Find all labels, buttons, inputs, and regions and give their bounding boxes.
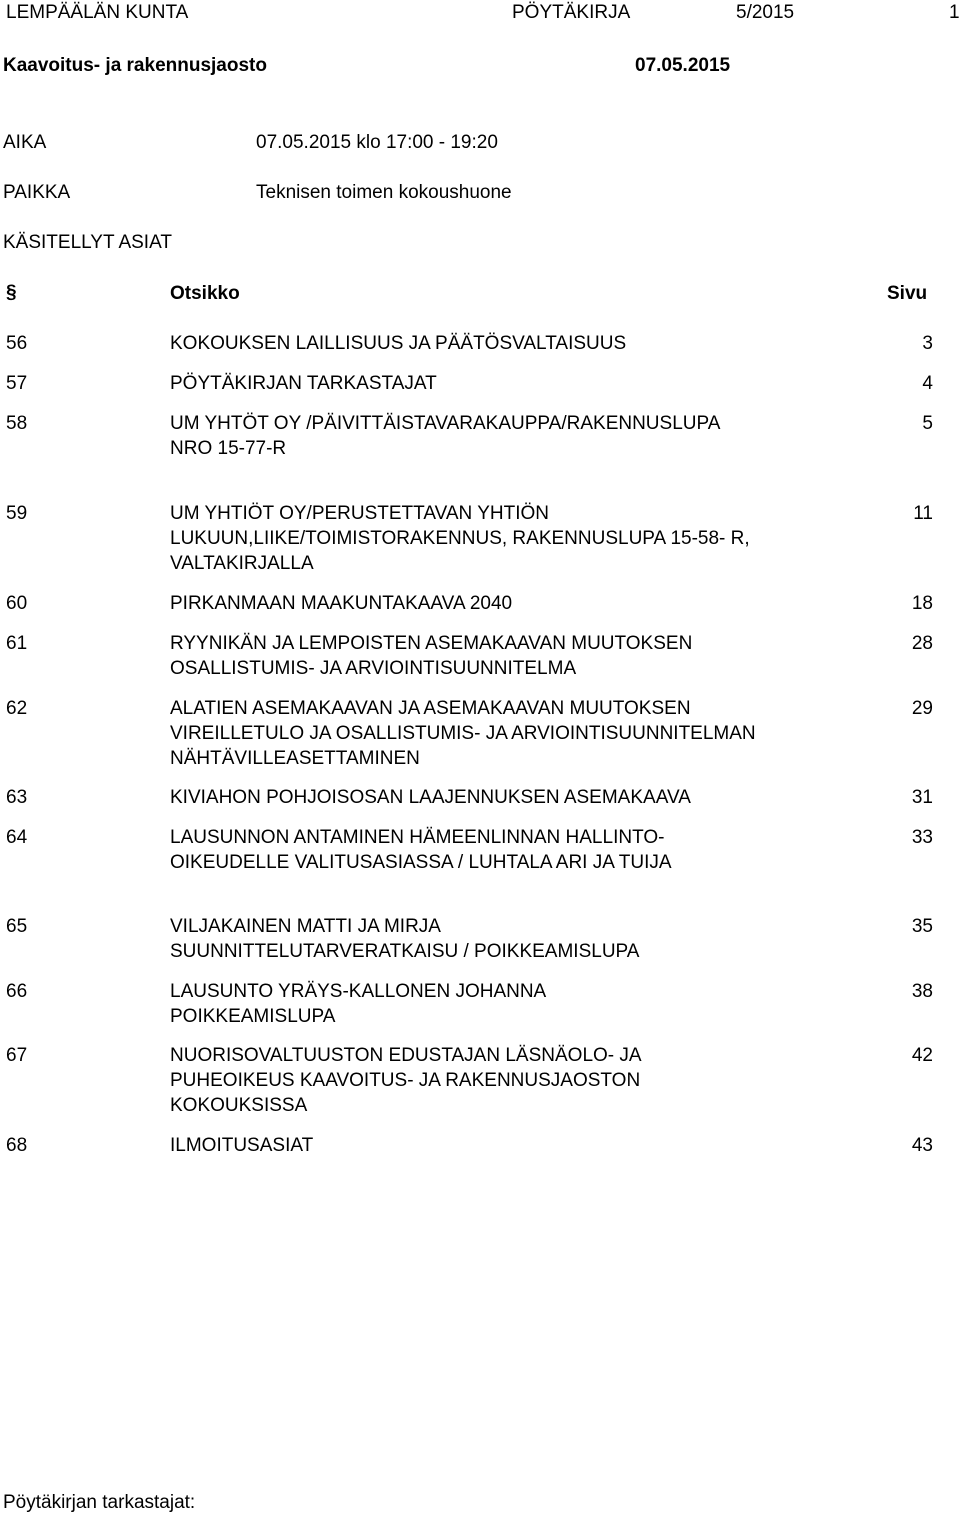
toc-row-title: KIVIAHON POHJOISOSAN LAAJENNUKSEN ASEMAKAAVA <box>170 787 691 808</box>
time-value: 07.05.2015 klo 17:00 - 19:20 <box>256 132 498 153</box>
toc-row-number: 63 <box>6 787 28 808</box>
toc-row-title: PÖYTÄKIRJAN TARKASTAJAT <box>170 373 437 394</box>
place-label: PAIKKA <box>3 182 71 203</box>
page-number: 1 <box>949 2 960 23</box>
toc-row-number: 60 <box>6 593 28 614</box>
toc-row-number: 62 <box>6 698 28 719</box>
toc-row-page: 29 <box>911 698 933 719</box>
document-type: PÖYTÄKIRJA <box>512 2 631 23</box>
toc-row-title: PIRKANMAAN MAAKUNTAKAAVA 2040 <box>170 593 513 614</box>
toc-page-header: Sivu <box>887 283 928 304</box>
organization-name: LEMPÄÄLÄN KUNTA <box>6 2 189 23</box>
toc-row-title: UM YHTÖT OY /PÄIVITTÄISTAVARAKAUPPA/RAKENNUSLUPA NRO 15-77-R <box>170 413 720 459</box>
toc-row-page: 3 <box>922 333 933 354</box>
toc-row-page: 5 <box>922 413 933 434</box>
section-sign-icon: § <box>6 282 17 303</box>
toc-row-title: LAUSUNNON ANTAMINEN HÄMEENLINNAN HALLINTO-OIKEUDELLE VALITUSASIASSA / LUHTALA ARI JA TUIJA <box>170 827 672 873</box>
toc-row-number: 65 <box>6 916 28 937</box>
toc-row-title: RYYNIKÄN JA LEMPOISTEN ASEMAKAAVAN MUUTOKSEN OSALLISTUMIS- JA ARVIOINTISUUNNITELMA <box>170 633 693 679</box>
toc-row-page: 4 <box>922 373 933 394</box>
toc-row-number: 61 <box>6 633 28 654</box>
toc-row-page: 11 <box>913 503 933 524</box>
toc-row-page: 42 <box>911 1045 933 1066</box>
toc-row-number: 67 <box>6 1045 28 1066</box>
toc-row-title: ILMOITUSASIAT <box>170 1135 314 1156</box>
toc-row-number: 59 <box>6 503 28 524</box>
toc-row-title: KOKOUKSEN LAILLISUUS JA PÄÄTÖSVALTAISUUS <box>170 333 627 354</box>
toc-row-page: 38 <box>911 981 933 1002</box>
toc-row-number: 56 <box>6 333 28 354</box>
toc-title-header: Otsikko <box>170 283 240 304</box>
toc-row-page: 33 <box>911 827 933 848</box>
document-number: 5/2015 <box>736 2 795 23</box>
toc-row-number: 58 <box>6 413 28 434</box>
minutes-checkers-label: Pöytäkirjan tarkastajat: <box>3 1492 196 1513</box>
toc-row-number: 57 <box>6 373 28 394</box>
toc-row-title: UM YHTIÖT OY/PERUSTETTAVAN YHTIÖN LUKUUN,LIIKE/TOIMISTORAKENNUS, RAKENNUSLUPA 15-58- R, VALTAKIRJALLA <box>170 503 750 574</box>
toc-row-page: 35 <box>911 916 933 937</box>
toc-row-number: 68 <box>6 1135 28 1156</box>
toc-row-page: 18 <box>911 593 933 614</box>
toc-row-page: 43 <box>911 1135 933 1156</box>
toc-row-number: 64 <box>6 827 28 848</box>
toc-row-title: VILJAKAINEN MATTI JA MIRJA SUUNNITTELUTARVERATKAISU / POIKKEAMISLUPA <box>170 916 640 962</box>
committee-name: Kaavoitus- ja rakennusjaosto <box>3 55 267 76</box>
toc-row-page: 28 <box>911 633 933 654</box>
toc-row-number: 66 <box>6 981 28 1002</box>
place-value: Teknisen toimen kokoushuone <box>256 182 512 203</box>
time-label: AIKA <box>3 132 47 153</box>
toc-row-title: ALATIEN ASEMAKAAVAN JA ASEMAKAAVAN MUUTOKSEN VIREILLETULO JA OSALLISTUMIS- JA ARVIOINTISUUNNITELMAN NÄHTÄVILLEASETTAMINEN <box>170 698 756 769</box>
toc-row-title: LAUSUNTO YRÄYS-KALLONEN JOHANNA POIKKEAMISLUPA <box>170 981 546 1027</box>
meeting-date: 07.05.2015 <box>635 55 731 76</box>
toc-row-page: 31 <box>911 787 933 808</box>
handled-items-heading: KÄSITELLYT ASIAT <box>3 232 172 253</box>
toc-row-title: NUORISOVALTUUSTON EDUSTAJAN LÄSNÄOLO- JA PUHEOIKEUS KAAVOITUS- JA RAKENNUSJAOSTON KOKOUKSISSA <box>170 1045 641 1116</box>
